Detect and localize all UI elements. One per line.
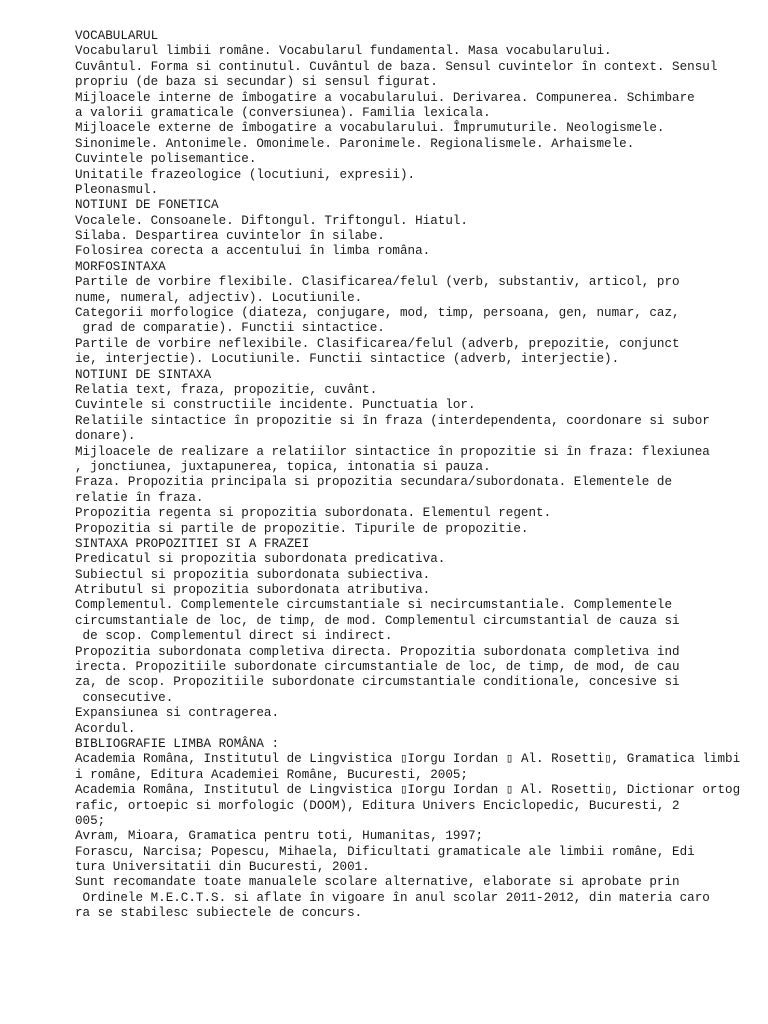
text-line: Pleonasmul. [75, 182, 159, 197]
text-line: Atributul si propozitia subordonata atributiva. [75, 583, 431, 598]
text-line: Subiectul si propozitia subordonata subiectiva. [75, 567, 431, 582]
text-line: Mijloacele externe de îmbogatire a vocabularului. Împrumuturile. Neologismele. [75, 121, 665, 136]
text-line: Vocabularul limbii române. Vocabularul fundamental. Masa vocabularului. [75, 44, 612, 59]
text-line: a valorii gramaticale (conversiunea). Familia lexicala. [75, 105, 491, 120]
text-line: Expansiunea si contragerea. [75, 706, 280, 721]
text-line: i române, Editura Academiei Române, Bucuresti, 2005; [75, 767, 468, 782]
text-line: irecta. Propozitiile subordonate circumstantiale de loc, de timp, de mod, de cau [75, 660, 680, 675]
text-line: Categorii morfologice (diateza, conjugare, mod, timp, persoana, gen, numar, caz, [75, 306, 680, 321]
text-line: Academia Româna, Institutul de Lingvistica ▯Iorgu Iordan ▯ Al. Rosetti▯, Dictionar ortog [75, 783, 741, 798]
text-line: Unitatile frazeologice (locutiuni, expresii). [75, 167, 416, 182]
text-line: Cuvântul. Forma si continutul. Cuvântul de baza. Sensul cuvintelor în context. Sensul [75, 59, 718, 74]
text-line: circumstantiale de loc, de timp, de mod. Complementul circumstantial de cauza si [75, 613, 680, 628]
text-line: ie, interjectie). Locutiunile. Functii sintactice (adverb, interjectie). [75, 352, 620, 367]
text-line: Partile de vorbire flexibile. Clasificarea/felul (verb, substantiv, articol, pro [75, 275, 680, 290]
text-line: ra se stabilesc subiectele de concurs. [75, 906, 363, 921]
text-line: grad de comparatie). Functii sintactice. [75, 321, 385, 336]
text-line: consecutive. [75, 690, 174, 705]
text-line: Sunt recomandate toate manualele scolare alternative, elaborate si aprobate prin [75, 875, 680, 890]
text-line: donare). [75, 429, 136, 444]
text-line: Vocalele. Consoanele. Diftongul. Triftongul. Hiatul. [75, 213, 468, 228]
text-line: Complementul. Complementele circumstantiale si necircumstantiale. Complementele [75, 598, 673, 613]
text-line: NOTIUNI DE SINTAXA [75, 367, 212, 382]
text-line: Acordul. [75, 721, 136, 736]
text-line: Sinonimele. Antonimele. Omonimele. Paronimele. Regionalismele. Arhaismele. [75, 136, 635, 151]
text-line: MORFOSINTAXA [75, 259, 166, 274]
text-line: de scop. Complementul direct si indirect. [75, 629, 393, 644]
text-line: Propozitia si partile de propozitie. Tipurile de propozitie. [75, 521, 529, 536]
text-line: nume, numeral, adjectiv). Locutiunile. [75, 290, 363, 305]
text-line: NOTIUNI DE FONETICA [75, 198, 219, 213]
text-line: Mijloacele de realizare a relatiilor sintactice în propozitie si în fraza: flexiunea [75, 444, 710, 459]
text-line: Academia Româna, Institutul de Lingvistica ▯Iorgu Iordan ▯ Al. Rosetti▯, Gramatica limbi [75, 752, 741, 767]
text-line: propriu (de baza si secundar) si sensul figurat. [75, 75, 438, 90]
text-line: Propozitia subordonata completiva directa. Propozitia subordonata completiva ind [75, 644, 680, 659]
text-line: Forascu, Narcisa; Popescu, Mihaela, Dificultati gramaticale ale limbii române, Edi [75, 844, 695, 859]
text-line: Relatia text, fraza, propozitie, cuvânt. [75, 382, 378, 397]
text-line: Ordinele M.E.C.T.S. si aflate în vigoare în anul scolar 2011-2012, din materia caro [75, 890, 710, 905]
text-line: Relatiile sintactice în propozitie si în fraza (interdependenta, coordonare si subor [75, 413, 710, 428]
text-line: BIBLIOGRAFIE LIMBA ROMÂNA : [75, 736, 280, 751]
text-line: Silaba. Despartirea cuvintelor în silabe. [75, 229, 385, 244]
text-line: za, de scop. Propozitiile subordonate circumstantiale conditionale, concesive si [75, 675, 680, 690]
text-line: VOCABULARUL [75, 29, 159, 43]
text-line: Cuvintele si constructiile incidente. Punctuatia lor. [75, 398, 476, 413]
document-body [75, 29, 755, 922]
text-line: Propozitia regenta si propozitia subordonata. Elementul regent. [75, 506, 552, 521]
text-line: Predicatul si propozitia subordonata predicativa. [75, 552, 446, 567]
text-line: relatie în fraza. [75, 490, 204, 505]
text-line: Folosirea corecta a accentului în limba româna. [75, 244, 431, 259]
text-line: 005; [75, 813, 106, 828]
text-line: , jonctiunea, juxtapunerea, topica, intonatia si pauza. [75, 459, 491, 474]
text-line: Avram, Mioara, Gramatica pentru toti, Humanitas, 1997; [75, 829, 484, 844]
text-line: Mijloacele interne de îmbogatire a vocabularului. Derivarea. Compunerea. Schimbare [75, 90, 695, 105]
text-line: Partile de vorbire neflexibile. Clasificarea/felul (adverb, prepozitie, conjunct [75, 336, 680, 351]
text-line: rafic, ortoepic si morfologic (DOOM), Editura Univers Enciclopedic, Bucuresti, 2 [75, 798, 680, 813]
text-line: tura Universitatii din Bucuresti, 2001. [75, 860, 370, 875]
text-line: Cuvintele polisemantice. [75, 152, 257, 167]
text-line: Fraza. Propozitia principala si propozitia secundara/subordonata. Elementele de [75, 475, 673, 490]
text-line: SINTAXA PROPOZITIEI SI A FRAZEI [75, 536, 310, 551]
